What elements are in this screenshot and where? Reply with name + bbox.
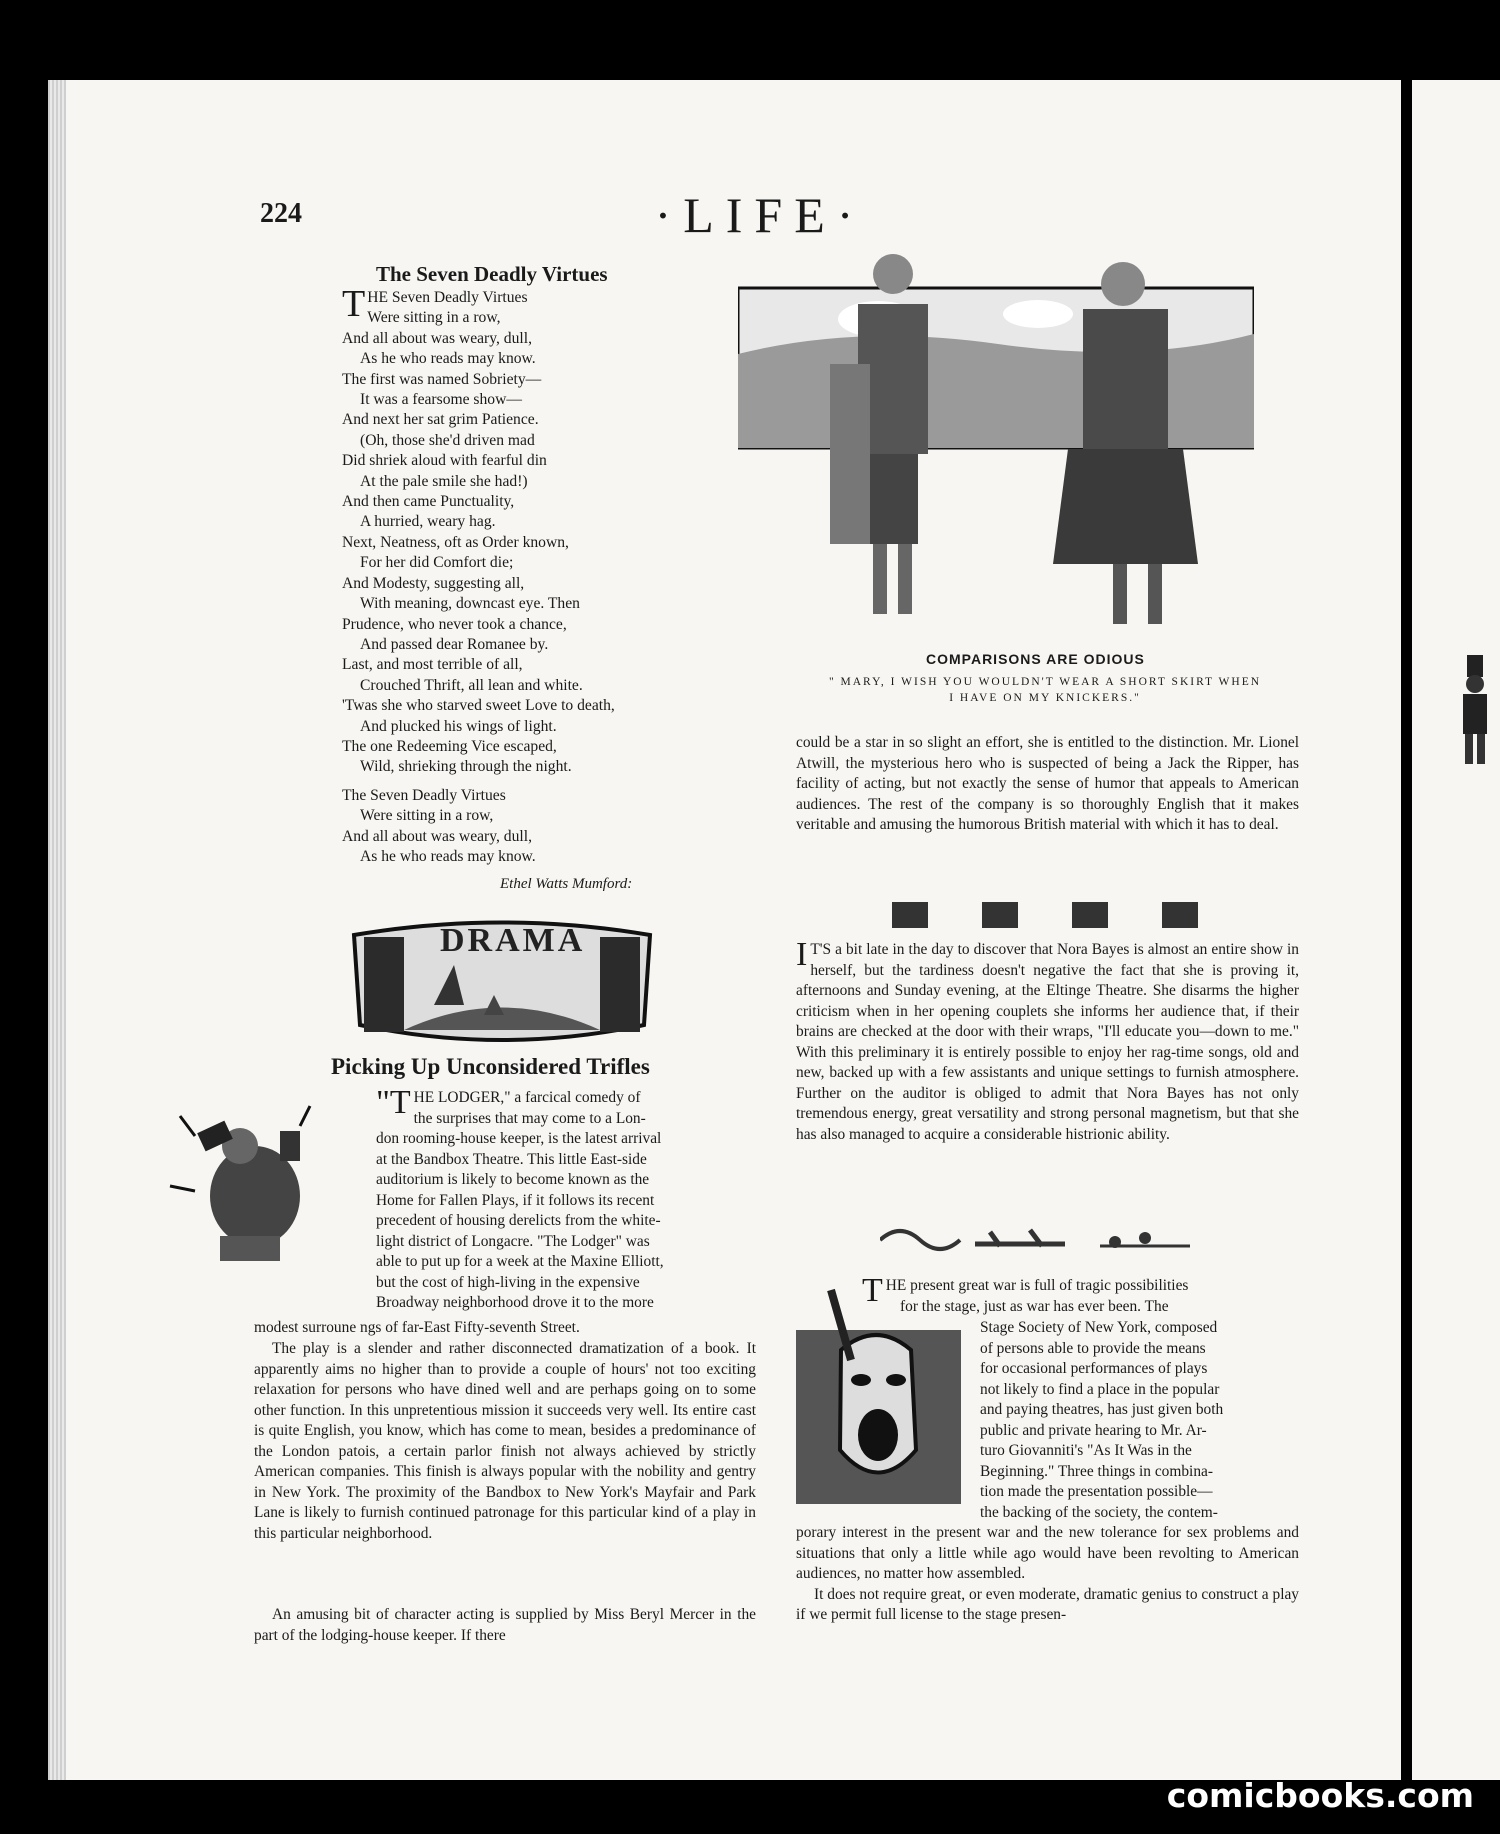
text-line: Broadway neighborhood drove it to the more xyxy=(376,1294,654,1311)
poem-line: With meaning, downcast eye. Then xyxy=(360,595,580,613)
poem-stanza-1 xyxy=(342,283,615,778)
text-line: Home for Fallen Plays, if it follows its recent xyxy=(376,1191,655,1209)
poem-stanza-2 xyxy=(342,786,536,868)
article-title: Picking Up Unconsidered Trifles xyxy=(331,1054,650,1079)
poem-line: And all about was weary, dull, xyxy=(342,329,532,347)
text-line: the surprises that may come to a Lon- xyxy=(413,1109,646,1127)
drama-banner-title: DRAMA xyxy=(440,922,586,959)
text-line: of persons able to provide the means xyxy=(980,1339,1206,1357)
caption-line: I HAVE ON MY KNICKERS." xyxy=(949,692,1141,704)
war-wrap-first xyxy=(900,1297,1299,1318)
masthead: ·LIFE· xyxy=(654,187,866,243)
text-line: public and private hearing to Mr. Ar- xyxy=(980,1421,1207,1439)
text-line: not likely to find a place in the popular xyxy=(980,1380,1220,1398)
poem-line: And Modesty, suggesting all, xyxy=(342,574,525,592)
falling-lodger-illustration xyxy=(160,1086,350,1276)
text-line: light district of Longacre. "The Lodger" was xyxy=(376,1232,650,1250)
text-line: turo Giovanniti's "As It Was in the xyxy=(980,1442,1192,1459)
text-line: for the stage, just as war has ever been. The xyxy=(900,1298,1169,1315)
poem-line: 'Twas she who starved sweet Love to death, xyxy=(342,697,615,715)
war-wrap-text xyxy=(980,1318,1299,1523)
poem-title: The Seven Deadly Virtues xyxy=(376,262,608,286)
drop-cap: I xyxy=(796,936,808,973)
lodger-paragraph-3 xyxy=(254,1605,756,1646)
paragraph: could be a star in so slight an effort, she is entitled to the distinction. Mr. Lionel Atwill, the mysterious hero who is suspected of being a Jack the Ripper, has facility of acting, but not exactly the sense of humor that appeals to American audiences. The rest of the company is so thoroughly English that it makes veritable and amusing the humorous British material with which it has to deal. xyxy=(796,734,1299,833)
paragraph: T'S a bit late in the day to discover that Nora Bayes is almost an entire show in herself, but the tardiness doesn't negative the fact that she is proving it, afternoons and Sunday evening, at the Eltinge Theatre. She disarms the higher criticism when in her opening couplets she informs her audience that, if their brains are checked at the door with their wraps, "I'll educate you—down to me." With this preliminary it is entirely possible to enjoy her rag-time songs, old and new, backed up with a few assistants and unique settings to furnish atmosphere. Further on the auditor is obliged to admit that Nora Bayes has not only tremendous energy, great versatility and strong personal magnetism, but that she has also managed to acquire a considerable histrionic ability. xyxy=(796,941,1299,1143)
page-edge xyxy=(48,80,66,1780)
poem-line: And passed dear Romanee by. xyxy=(360,635,549,653)
poem-line: Were sitting in a row, xyxy=(360,807,494,825)
page-number: 224 xyxy=(260,198,302,229)
text-line: able to put up for a week at the Maxine Elliott, xyxy=(376,1253,664,1270)
poem-line: The one Redeeming Vice escaped, xyxy=(342,737,557,755)
cartoon-caption xyxy=(800,674,1290,706)
text-line: the backing of the society, the contem- xyxy=(980,1503,1218,1521)
ornament-divider xyxy=(892,898,1212,934)
poem-line: And all about was weary, dull, xyxy=(342,827,532,845)
war-text-rest xyxy=(796,1523,1299,1626)
lodger-continuation xyxy=(796,733,1299,836)
watermark: comicbooks.com xyxy=(1166,1776,1474,1815)
poem-line: And plucked his wings of light. xyxy=(360,717,557,735)
text-line: auditorium is likely to become known as the xyxy=(376,1171,650,1188)
paragraph: porary interest in the present war and the new tolerance for sex problems and situations that only a little while ago would have been revolting to American audiences, no matter how assembled. xyxy=(796,1524,1299,1582)
poem-line: Wild, shrieking through the night. xyxy=(360,758,572,776)
poem-line: Last, and most terrible of all, xyxy=(342,656,523,674)
poem-line: (Oh, those she'd driven mad xyxy=(360,431,535,449)
poem-line: The Seven Deadly Virtues xyxy=(342,787,506,804)
paragraph: An amusing bit of character acting is supplied by Miss Beryl Mercer in the part of the lodging-house keeper. If there xyxy=(254,1606,756,1644)
text-line: Stage Society of New York, composed xyxy=(980,1319,1218,1336)
poem-line: Prudence, who never took a chance, xyxy=(342,615,567,633)
text-line: Beginning." Three things in combina- xyxy=(980,1462,1213,1480)
poem-line: HE Seven Deadly Virtues xyxy=(367,289,528,306)
poem-line: As he who reads may know. xyxy=(360,350,536,368)
poem-line: Were sitting in a row, xyxy=(367,309,501,327)
poem-line: As he who reads may know. xyxy=(360,848,536,866)
text-line: HE present great war is full of tragic possibilities xyxy=(885,1277,1189,1294)
poem-line: It was a fearsome show— xyxy=(360,391,522,409)
text-line: tion made the presentation possible— xyxy=(980,1483,1213,1500)
text-line: precedent of housing derelicts from the white- xyxy=(376,1212,661,1229)
drop-cap: T xyxy=(862,1272,883,1309)
drop-cap: "T xyxy=(376,1084,411,1121)
drop-cap: T xyxy=(342,283,366,325)
lodger-text-end: modest surroune ngs of far-East Fifty-seventh Street. xyxy=(254,1319,580,1336)
poem-line: Crouched Thrift, all lean and white. xyxy=(360,676,583,694)
paragraph: It does not require great, or even moderate, dramatic genius to construct a play if we permit full license to the stage presen- xyxy=(796,1585,1299,1623)
text-line: at the Bandbox Theatre. This little East-side xyxy=(376,1150,647,1168)
toy-soldier-illustration xyxy=(1455,650,1495,770)
poem-line: Next, Neatness, oft as Order known, xyxy=(342,533,569,551)
cartoon-title: COMPARISONS ARE ODIOUS xyxy=(926,651,1145,667)
caption-line: " MARY, I WISH YOU WOULDN'T WEAR A SHORT SKIRT WHEN xyxy=(828,676,1262,688)
poem-line: Did shriek aloud with fearful din xyxy=(342,452,547,470)
text-line: don rooming-house keeper, is the latest arrival xyxy=(376,1130,662,1147)
poem-line: A hurried, weary hag. xyxy=(360,513,496,531)
poem-line: The first was named Sobriety— xyxy=(342,370,542,388)
lodger-paragraph-2 xyxy=(254,1339,756,1544)
golf-couple-cartoon xyxy=(738,244,1254,644)
paragraph: The play is a slender and rather disconnected dramatization of a book. It apparently aims no higher than to provide a couple of hours' not too exciting relaxation for persons who have dined well and are perhaps going on to some other function. In this unpretentious mission it succeeds very well. Its entire cast is quite English, you know, which has come to mean, besides a predominance of the London patois, a certain parlor finish not always achieved by strictly American companies. This finish is always popular with the nobility and gentry in New York. The proximity of the Bandbox to New York's Mayfair and Park Lane is likely to furnish continued patronage for this particular kind of a play in this particular neighborhood. xyxy=(254,1340,756,1542)
poem-line: At the pale smile she had!) xyxy=(360,472,528,490)
poem-line: And then came Punctuality, xyxy=(342,493,515,511)
text-line: for occasional performances of plays xyxy=(980,1360,1208,1377)
lodger-wrap-text xyxy=(376,1084,756,1314)
nora-bayes-paragraph xyxy=(796,936,1299,1145)
poem-line: And next her sat grim Patience. xyxy=(342,411,539,429)
text-line: HE LODGER," a farcical comedy of xyxy=(413,1089,641,1106)
poem-line: For her did Comfort die; xyxy=(360,554,514,572)
text-line: and paying theatres, has just given both xyxy=(980,1401,1224,1418)
next-page-strip xyxy=(1412,80,1500,1780)
text-line: but the cost of high-living in the expensive xyxy=(376,1273,640,1291)
ornament-divider xyxy=(880,1222,1200,1258)
poem-author: Ethel Watts Mumford: xyxy=(500,876,633,892)
